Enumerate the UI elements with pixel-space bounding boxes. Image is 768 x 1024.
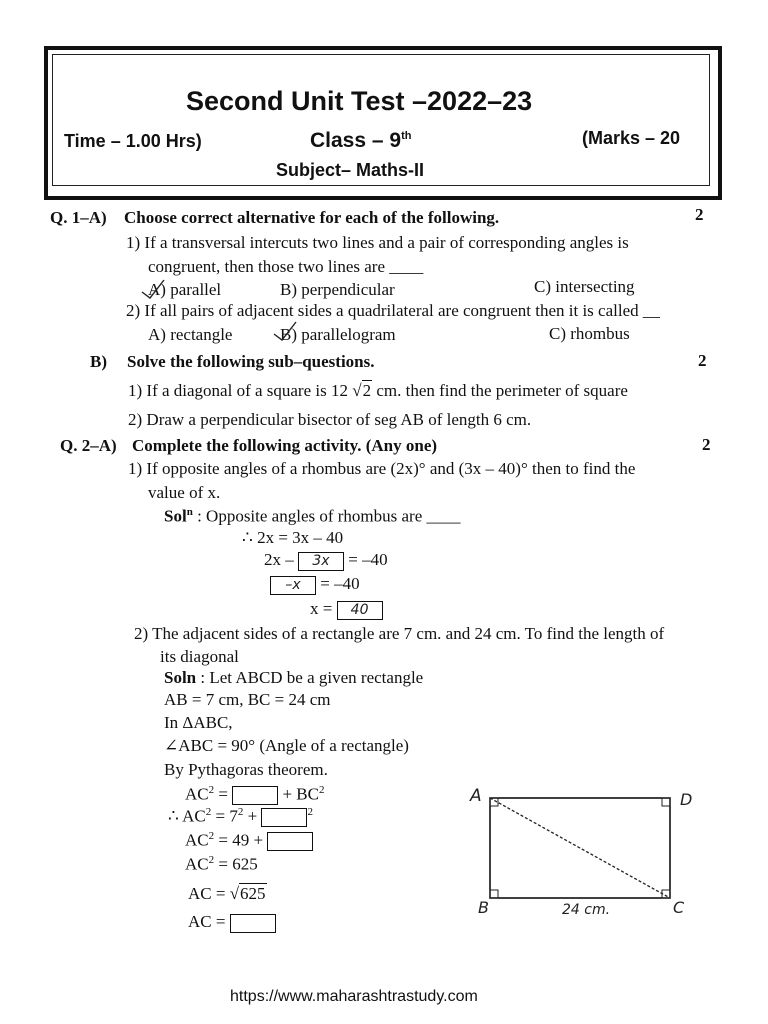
answer-box-40: 40 (337, 601, 383, 620)
q2a-step1: ∴ 2x = 3x – 40 (242, 528, 344, 547)
q2a-heading: Complete the following activity. (Any one) (132, 436, 438, 455)
q2a-item2-line2: its diagonal (160, 647, 239, 666)
q1a-item2-option-b: B) parallelogram (280, 325, 396, 344)
answer-tick-mark-2 (272, 318, 312, 348)
right-angle-c (662, 890, 670, 898)
q1a-item1-option-b: B) perpendicular (280, 280, 395, 299)
side-bc-label: 24 cm. (562, 902, 611, 918)
q2a-eq5: AC = √625 (188, 884, 266, 903)
q2a-eq2: ∴ $AC^2 = 7^2 + ^2$ (168, 806, 313, 826)
q2a-eq6: AC = (188, 912, 276, 933)
answer-box-blank-3[interactable] (267, 832, 313, 851)
diagonal-ac (490, 798, 670, 898)
q1b-marks: 2 (698, 351, 707, 370)
q1a-heading: Choose correct alternative for each of the following. (124, 208, 500, 227)
test-title: Second Unit Test –2022–23 (186, 86, 533, 116)
vertex-b: B (478, 898, 489, 917)
time-label: Time – 1.00 Hrs) (64, 131, 202, 151)
q2a-eq4: $AC^2 = 625$ (185, 854, 258, 874)
q2a-item1-line1: 1) If opposite angles of a rhombus are (2x)° and (3x – 40)° then to find the (128, 459, 636, 478)
q2a-step4: x = 40 (310, 599, 383, 620)
vertex-c: C (673, 898, 685, 917)
q2a-pythagoras: By Pythagoras theorem. (164, 760, 328, 779)
q2a-given: AB = 7 cm, BC = 24 cm (164, 690, 331, 709)
q1a-marks: 2 (695, 205, 704, 224)
q1a-item2-option-a: A) rectangle (148, 325, 233, 344)
q2a-step2: 2x – 3x = –40 (264, 550, 388, 569)
q2a-item2-line1: 2) The adjacent sides of a rectangle are 7 cm. and 24 cm. To find the length of (134, 624, 665, 643)
q1a-item1-line1: 1) If a transversal intercuts two lines and a pair of corresponding angles is (126, 233, 629, 252)
vertex-a: A (470, 786, 482, 806)
q1a-item2-line1: 2) If all pairs of adjacent sides a quadrilateral are congruent then it is called __ (126, 301, 660, 320)
q1a-item1-option-a: A) parallel (148, 280, 222, 299)
answer-box-3x: 3x (298, 552, 344, 571)
q2a-item1-line2: value of x. (148, 483, 221, 502)
q2a-eq3: $AC^2 = 49$ + (185, 830, 313, 851)
q1a-item1-option-c: C) intersecting (534, 277, 635, 296)
q1a-item1-line2: congruent, then those two lines are ____ (148, 257, 424, 276)
q2a-step3: –x = –40 (270, 574, 360, 595)
q2a-in-triangle: In ΔABC, (164, 713, 233, 732)
right-angle-d (662, 798, 670, 806)
footer-url[interactable]: https://www.maharashtrastudy.com (230, 988, 478, 1005)
answer-box-blank-1[interactable] (232, 786, 278, 805)
q1b-item2: 2) Draw a perpendicular bisector of seg AB of length 6 cm. (128, 410, 532, 429)
answer-box-blank-4[interactable] (230, 914, 276, 933)
class-superscript: th (401, 130, 412, 142)
q2a-angle: ∠ABC = 90° (Angle of a rectangle) (164, 736, 409, 755)
answer-box-blank-2[interactable] (261, 808, 307, 827)
q2a-solution-line: Sol$^n$ : Opposite angles of rhombus are ____ (164, 506, 461, 526)
q2a-label: Q. 2–A) (60, 436, 117, 455)
q1b-label: B) (90, 352, 107, 371)
q1b-item1: 1) If a diagonal of a square is 12 √2 cm. then find the perimeter of square (128, 381, 628, 400)
q1b-heading: Solve the following sub–questions. (127, 352, 375, 371)
answer-box-minus-x: –x (270, 576, 316, 595)
answer-tick-marks (140, 276, 180, 326)
sqrt-625: 625 (240, 884, 266, 903)
q2a-eq1: $AC^2$ = + $BC^2$ (185, 784, 325, 804)
sqrt-2: 2 (362, 381, 372, 400)
subject-label: Subject– Maths-II (276, 160, 425, 180)
q1a-item2-option-c: C) rhombus (549, 324, 630, 343)
q2a-soln-line: Soln : Let ABCD be a given rectangle (164, 668, 424, 687)
q2a-marks: 2 (702, 435, 711, 454)
class-label: Class – 9th (310, 129, 412, 152)
marks-label: (Marks – 20 (582, 128, 681, 148)
vertex-d: D (680, 790, 693, 809)
right-angle-b (490, 890, 498, 898)
q1a-label: Q. 1–A) (50, 208, 107, 227)
